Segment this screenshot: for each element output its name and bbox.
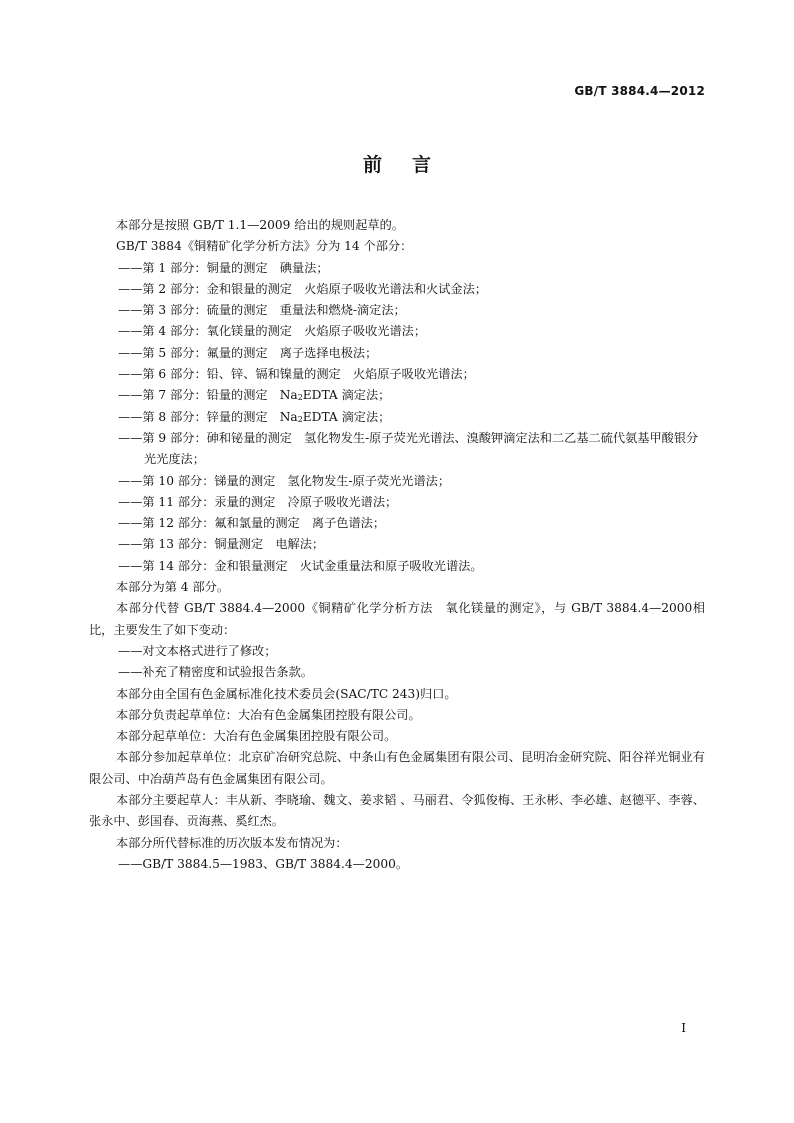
paragraph-participating-units: 本部分参加起草单位：北京矿冶研究总院、中条山有色金属集团有限公司、昆明冶金研究院、阳谷祥光铜业有限公司、中冶葫芦岛有色金属集团有限公司。	[89, 750, 705, 786]
part-item-3: ——第 3 部分：硫量的测定 重量法和燃烧-滴定法；	[118, 303, 406, 318]
part-item-8-suffix: EDTA 滴定法；	[302, 409, 391, 424]
change-item-1: ——对文本格式进行了修改；	[118, 643, 277, 658]
paragraph-main-drafters: 本部分主要起草人：丰从新、李晓瑜、魏文、姜求韬 、马丽君、令狐俊梅、王永彬、李必雄、赵德平、李蓉、张永中、彭国春、贡海燕、奚红杰。	[89, 793, 705, 829]
part-item-8	[89, 407, 705, 428]
part-item-6: ——第 6 部分：铅、锌、镉和镍量的测定 火焰原子吸收光谱法；	[118, 367, 475, 382]
part-item-7-suffix: EDTA 滴定法；	[302, 388, 391, 403]
part-item-7	[89, 385, 705, 406]
page-number: I	[681, 1021, 686, 1035]
history-item: ——GB/T 3884.5—1983、GB/T 3884.4—2000。	[118, 856, 409, 871]
part-item-14: ——第 14 部分：金和银量测定 火试金重量法和原子吸收光谱法。	[118, 558, 483, 573]
paragraph-this-part: 本部分为第 4 部分。	[116, 580, 230, 595]
page-title: 前言	[362, 154, 461, 176]
part-item-13: ——第 13 部分：铜量测定 电解法；	[118, 537, 325, 552]
part-item-7-prefix: ——第 7 部分：铅量的测定 Na	[118, 388, 298, 403]
part-item-12: ——第 12 部分：氟和氯量的测定 离子色谱法；	[118, 516, 386, 531]
part-item-4: ——第 4 部分：氧化镁量的测定 火焰原子吸收光谱法；	[118, 324, 427, 339]
paragraph-drafting-rules: 本部分是按照 GB/T 1.1—2009 给出的规则起草的。	[116, 218, 404, 232]
paragraph-parts-intro: GB/T 3884《铜精矿化学分析方法》分为 14 个部分：	[116, 239, 413, 254]
paragraph-replaces: 本部分代替 GB/T 3884.4—2000《铜精矿化学分析方法 氧化镁量的测定》，与 GB/T 3884.4—2000相比，主要发生了如下变动：	[89, 601, 705, 637]
paragraph-responsible-drafter: 本部分负责起草单位：大冶有色金属集团控股有限公司。	[116, 707, 421, 722]
part-item-2: ——第 2 部分：金和银量的测定 火焰原子吸收光谱法和火试金法；	[118, 281, 487, 296]
change-item-2: ——补充了精密度和试验报告条款。	[118, 665, 313, 680]
part-item-5: ——第 5 部分：氟量的测定 离子选择电极法；	[118, 345, 378, 360]
part-item-8-prefix: ——第 8 部分：锌量的测定 Na	[118, 409, 298, 424]
standard-code: GB/T 3884.4—2012	[574, 84, 705, 98]
part-item-1: ——第 1 部分：铜量的测定 碘量法；	[118, 260, 329, 275]
paragraph-committee: 本部分由全国有色金属标准化技术委员会(SAC/TC 243)归口。	[116, 686, 457, 701]
document-body	[89, 215, 705, 875]
part-item-9: ——第 9 部分：砷和铋量的测定 氢化物发生-原子荧光光谱法、溴酸钾滴定法和二乙基二硫代氨基甲酸银分光光度法；	[118, 430, 699, 467]
part-item-10: ——第 10 部分：锑量的测定 氢化物发生-原子荧光光谱法；	[118, 473, 451, 488]
part-item-11: ——第 11 部分：汞量的测定 冷原子吸收光谱法；	[118, 494, 398, 509]
paragraph-history-intro: 本部分所代替标准的历次版本发布情况为：	[116, 835, 348, 850]
part-item-8-subscript: 2	[297, 414, 303, 424]
paragraph-drafting-unit: 本部分起草单位：大冶有色金属集团控股有限公司。	[116, 729, 397, 744]
part-item-7-subscript: 2	[297, 393, 303, 403]
